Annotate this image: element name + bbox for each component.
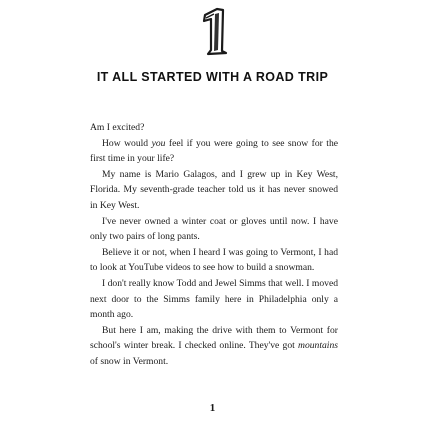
paragraph-text: Am I excited? bbox=[90, 122, 145, 133]
emphasis-text: you bbox=[151, 137, 166, 149]
paragraph-text: of snow in Vermont. bbox=[90, 355, 169, 367]
paragraph bbox=[90, 214, 338, 245]
paragraph-text: My name is Mario Galagos, and I grew up in Key West, Florida. My seventh-grade teacher told us it has never snowed in Key West. bbox=[90, 168, 338, 211]
paragraph bbox=[90, 245, 338, 276]
chapter-body bbox=[90, 120, 338, 370]
paragraph-text: But here I am, making the drive with them to Vermont for school's winter break. I checked online. They've got bbox=[90, 324, 338, 352]
paragraph-text: Believe it or not, when I heard I was going to Vermont, I had to look at YouTube videos to see how to build a snowman. bbox=[90, 246, 338, 274]
paragraph bbox=[90, 167, 338, 214]
paragraph bbox=[90, 323, 338, 370]
paragraph bbox=[90, 120, 338, 136]
paragraph bbox=[90, 276, 338, 323]
paragraph bbox=[90, 136, 338, 167]
chapter-numeral bbox=[0, 6, 425, 56]
paragraph-text: I've never owned a winter coat or gloves until now. I have only two pairs of long pants. bbox=[90, 215, 338, 243]
chapter-numeral-graphic bbox=[193, 6, 233, 56]
chapter-title: IT ALL STARTED WITH A ROAD TRIP bbox=[96, 70, 329, 84]
page-number: 1 bbox=[209, 402, 216, 414]
paragraph-text: How would bbox=[102, 137, 152, 149]
paragraph-text: feel if you were going to see snow for the first time in your life? bbox=[90, 137, 338, 165]
emphasis-text: mountains bbox=[298, 340, 338, 352]
paragraph-text: I don't really know Todd and Jewel Simms that well. I moved next door to the Simms family here in Philadelphia only a month ago. bbox=[90, 277, 338, 321]
